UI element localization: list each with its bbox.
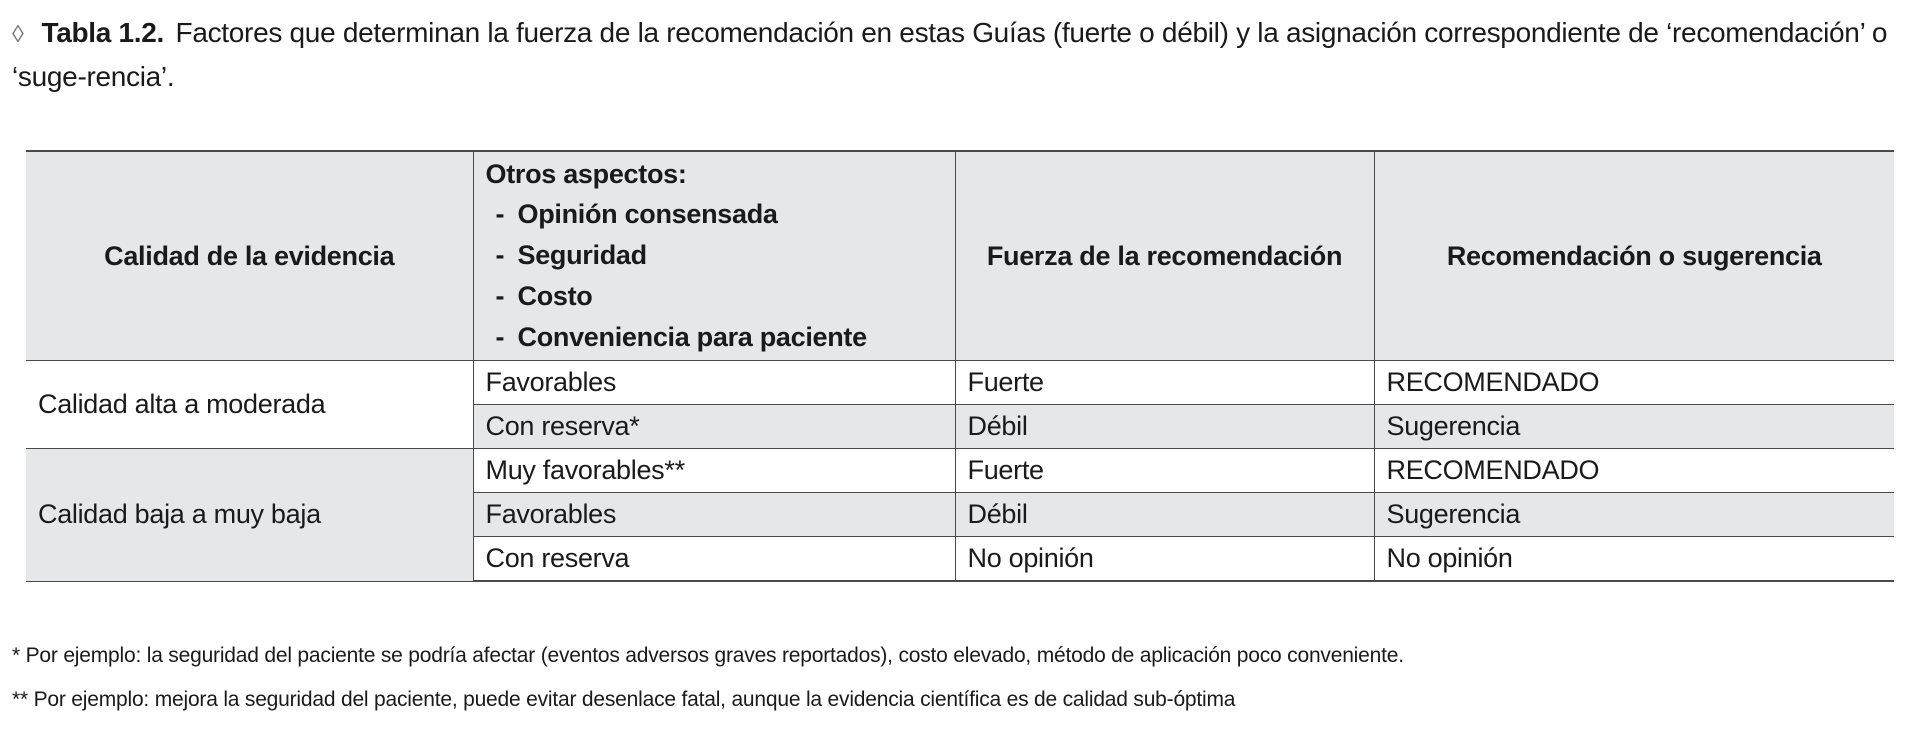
other-aspect-item: - Seguridad: [495, 240, 647, 270]
table-header-row: [26, 151, 1894, 361]
footnote-double-asterisk: ** Por ejemplo: mejora la seguridad del paciente, puede evitar desenlace fatal, aunque la evidencia científica es de calidad sub-óptima: [12, 688, 1236, 711]
diamond-outline-icon: ◊: [12, 21, 24, 48]
caption-label: Tabla 1.2.: [41, 17, 165, 48]
header-strength: Fuerza de la recomendación: [955, 151, 1374, 361]
strength-cell: Débil: [955, 405, 1374, 449]
footnote-single-asterisk: * Por ejemplo: la seguridad del paciente se podría afectar (eventos adversos graves reportados), costo elevado, método de aplicación poco conveniente.: [12, 644, 1404, 667]
other-aspect-item: - Opinión consensada: [495, 199, 778, 229]
table-row: [26, 449, 1894, 493]
footnotes: [12, 634, 1892, 722]
other-aspects-cell: Con reserva*: [473, 405, 955, 449]
header-other-aspects: [473, 151, 955, 361]
recommendation-cell: No opinión: [1374, 537, 1894, 582]
recommendation-cell: Sugerencia: [1374, 493, 1894, 537]
table-caption: [12, 12, 1892, 98]
header-recommendation: Recomendación o sugerencia: [1374, 151, 1894, 361]
strength-cell: No opinión: [955, 537, 1374, 582]
quality-group-label: Calidad baja a muy baja: [26, 449, 473, 582]
other-aspect-item: - Costo: [495, 281, 593, 311]
recommendation-cell: RECOMENDADO: [1374, 361, 1894, 405]
strength-cell: Fuerte: [955, 361, 1374, 405]
other-aspects-title: Otros aspectos:: [485, 159, 687, 189]
strength-cell: Fuerte: [955, 449, 1374, 493]
other-aspects-cell: Muy favorables**: [473, 449, 955, 493]
strength-cell: Débil: [955, 493, 1374, 537]
recommendation-cell: RECOMENDADO: [1374, 449, 1894, 493]
caption-text: Factores que determinan la fuerza de la recomendación en estas Guías (fuerte o débil) y la asignación correspondiente de ‘recomendación’ o ‘suge-rencia’.: [12, 17, 1888, 92]
other-aspects-cell: Favorables: [473, 493, 955, 537]
other-aspects-cell: Con reserva: [473, 537, 955, 582]
recommendation-strength-table: [26, 150, 1894, 582]
recommendation-cell: Sugerencia: [1374, 405, 1894, 449]
other-aspects-list: [486, 194, 943, 358]
table-row: [26, 361, 1894, 405]
quality-group-label: Calidad alta a moderada: [26, 361, 473, 449]
other-aspect-item: - Conveniencia para paciente: [495, 322, 867, 352]
header-quality: Calidad de la evidencia: [26, 151, 473, 361]
other-aspects-cell: Favorables: [473, 361, 955, 405]
